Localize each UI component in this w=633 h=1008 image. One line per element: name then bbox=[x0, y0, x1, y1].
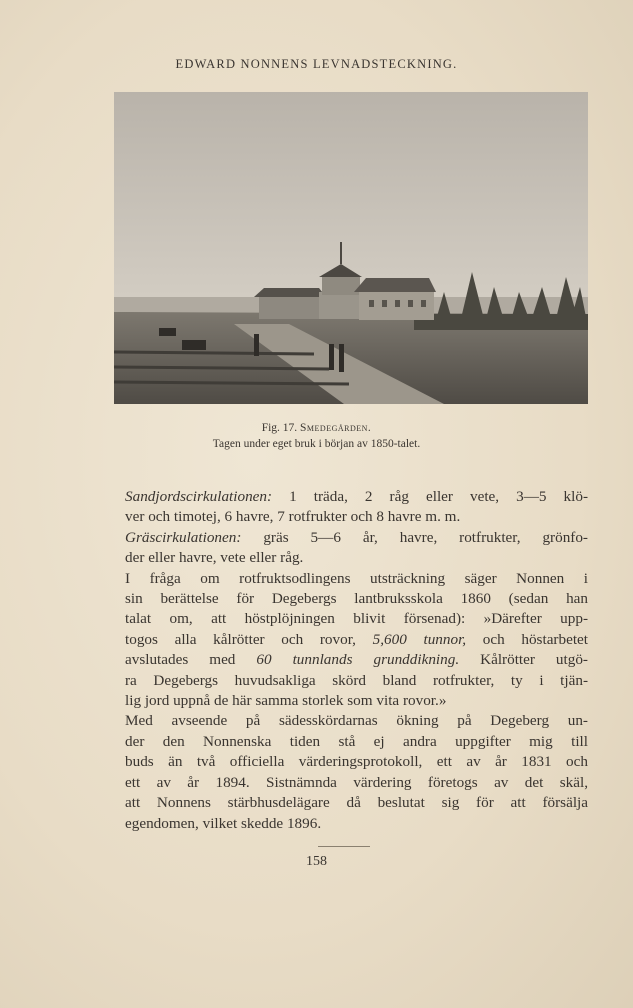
figure-subtitle: Tagen under eget bruk i början av 1850-talet. bbox=[212, 438, 421, 450]
text-line: I fråga om rotfruktsodlingens utsträckning säger Nonnen i bbox=[125, 569, 588, 587]
figure-caption bbox=[0, 422, 633, 434]
text-line: ett av år 1894. Sistnämnda värdering företogs av det skäl, bbox=[125, 773, 588, 791]
body-text bbox=[106, 487, 588, 834]
paragraph bbox=[106, 487, 588, 528]
text-line: togos alla kålrötter och rovor, 5,600 tunnor, och höstarbetet bbox=[125, 630, 589, 648]
figure-title: Smedegården. bbox=[300, 422, 372, 434]
footer-rule bbox=[318, 846, 370, 847]
text-line: der den Nonnenska tiden stå ej andra uppgifter mig till bbox=[125, 732, 588, 750]
paragraph bbox=[106, 528, 588, 569]
text-line: Sandjordscirkulationen: 1 träda, 2 råg eller vete, 3—5 klö- bbox=[125, 488, 588, 505]
text-line: ra Degebergs huvudsakliga skörd bland rotfrukter, ty i tjän- bbox=[125, 671, 588, 689]
smedegarden-drawing bbox=[114, 92, 588, 404]
text-line: avslutades med 60 tunnlands grunddikning. Kålrötter utgö- bbox=[125, 651, 588, 669]
running-header: EDWARD NONNENS LEVNADSTECKNING. bbox=[175, 57, 458, 71]
text-line: egendomen, vilket skedde 1896. bbox=[125, 814, 322, 832]
page-number: 158 bbox=[306, 854, 327, 869]
text-line: lig jord uppnå de här samma storlek som vita rovor.» bbox=[125, 692, 447, 710]
paragraph bbox=[106, 569, 588, 712]
paragraph bbox=[106, 711, 588, 833]
text-line: Gräscirkulationen: gräs 5—6 år, havre, rotfrukter, grönfo- bbox=[125, 528, 588, 546]
text-line: att Nonnens stärbhusdelägare då beslutat sig för att försälja bbox=[125, 794, 588, 812]
figure-label: Fig. 17. bbox=[261, 422, 298, 434]
text-line: Med avseende på sädesskördarnas ökning på Degeberg un- bbox=[125, 712, 588, 730]
figure-illustration bbox=[114, 92, 588, 404]
text-line: der eller havre, vete eller råg. bbox=[125, 549, 304, 567]
text-line: ver och timotej, 6 havre, 7 rotfrukter och 8 havre m. m. bbox=[125, 508, 461, 526]
text-line: buds än två officiella värderingsprotokoll, ett av år 1831 och bbox=[125, 753, 588, 771]
text-line: sin berättelse för Degebergs lantbruksskola 1860 (sedan han bbox=[125, 590, 588, 608]
text-line: talat om, att höstplöjningen blivit försenad): »Därefter upp- bbox=[125, 610, 588, 628]
